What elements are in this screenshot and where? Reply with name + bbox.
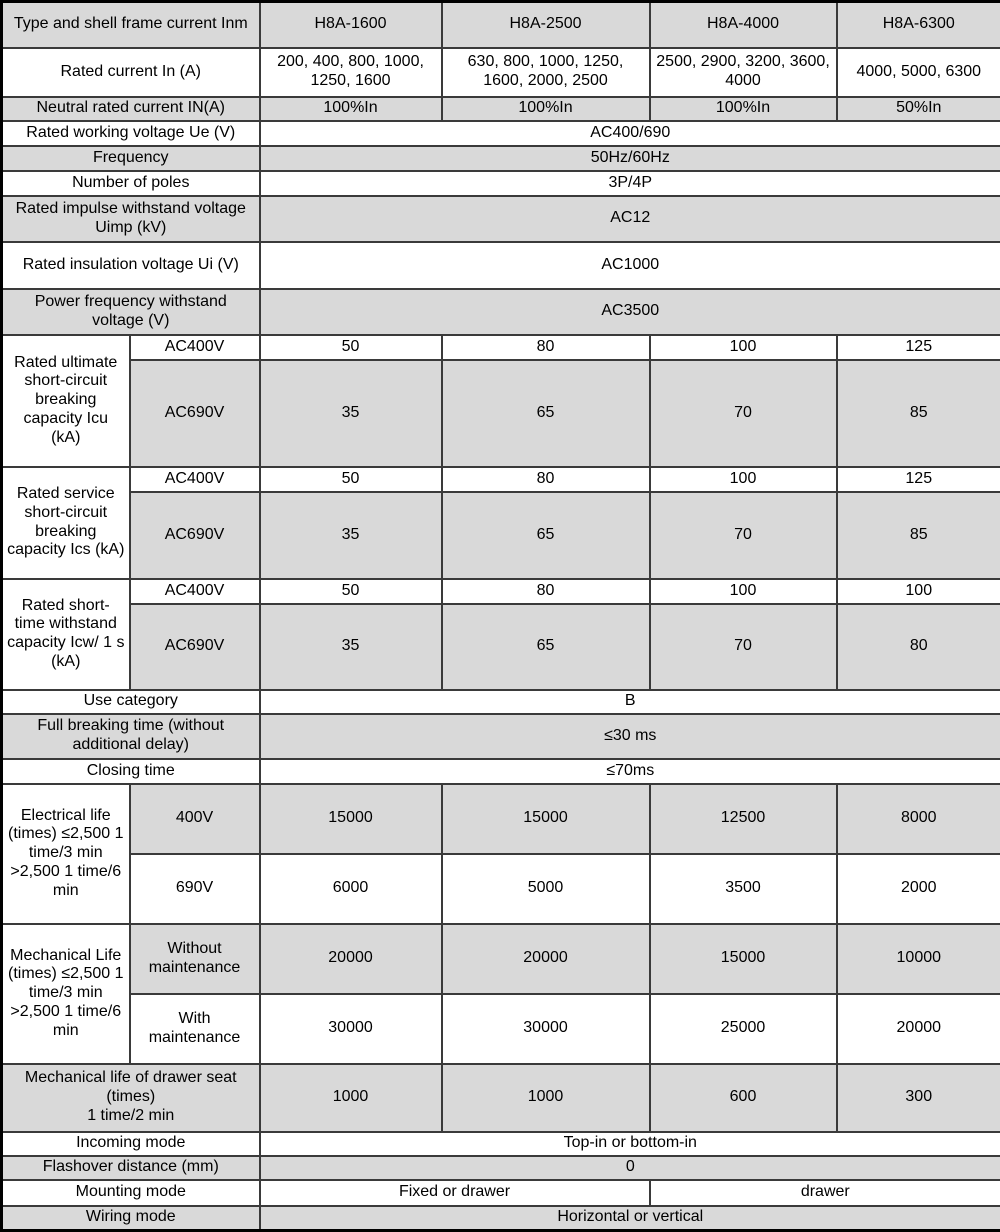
row-poles <box>2 171 1000 196</box>
row-electrical-life-690v <box>2 854 1000 924</box>
ics-label: Rated service short-circuit breaking capacity Ics (kA) <box>2 467 130 579</box>
electrical-life-value: 2000 <box>837 854 1000 924</box>
mechanical-life-value: 20000 <box>837 994 1000 1064</box>
flashover-distance-label: Flashover distance (mm) <box>2 1156 260 1180</box>
row-header <box>2 2 1000 48</box>
electrical-life-label: Electrical life (times) ≤2,500 1 time/3 min >2,500 1 time/6 min <box>2 784 130 924</box>
mechanical-life-with-label: With maintenance <box>130 994 260 1064</box>
insulation-voltage-label: Rated insulation voltage Ui (V) <box>2 242 260 289</box>
full-breaking-time-value: ≤30 ms <box>260 714 1000 759</box>
row-ics-ac690v <box>2 492 1000 579</box>
row-mounting-mode <box>2 1180 1000 1206</box>
rated-current-label: Rated current In (A) <box>2 48 260 97</box>
row-full-breaking-time <box>2 714 1000 759</box>
electrical-life-690v-label: 690V <box>130 854 260 924</box>
icu-label: Rated ultimate short-circuit breaking capacity Icu (kA) <box>2 335 130 467</box>
drawer-seat-label <box>2 1064 260 1132</box>
icu-ac690v-label: AC690V <box>130 360 260 467</box>
drawer-seat-value: 1000 <box>442 1064 650 1132</box>
electrical-life-value: 5000 <box>442 854 650 924</box>
power-freq-voltage-label: Power frequency withstand voltage (V) <box>2 289 260 335</box>
header-label: Type and shell frame current Inm <box>2 2 260 48</box>
ics-value: 50 <box>260 467 442 492</box>
working-voltage-value: AC400/690 <box>260 121 1000 146</box>
row-icw-ac690v <box>2 604 1000 690</box>
row-mechanical-life-without <box>2 924 1000 994</box>
mechanical-life-value: 30000 <box>260 994 442 1064</box>
icu-value: 70 <box>650 360 837 467</box>
icw-value: 35 <box>260 604 442 690</box>
impulse-voltage-value: AC12 <box>260 196 1000 242</box>
row-mechanical-life-with <box>2 994 1000 1064</box>
electrical-life-400v-label: 400V <box>130 784 260 854</box>
row-insulation-voltage <box>2 242 1000 289</box>
icw-value: 100 <box>650 579 837 604</box>
model-h8a-4000: H8A-4000 <box>650 2 837 48</box>
wiring-mode-label: Wiring mode <box>2 1206 260 1231</box>
rated-current-value: 4000, 5000, 6300 <box>837 48 1000 97</box>
row-power-freq-voltage <box>2 289 1000 335</box>
insulation-voltage-value: AC1000 <box>260 242 1000 289</box>
neutral-current-value: 50%In <box>837 97 1000 121</box>
electrical-life-value: 6000 <box>260 854 442 924</box>
full-breaking-time-label: Full breaking time (without additional delay) <box>2 714 260 759</box>
row-icw-ac400v <box>2 579 1000 604</box>
icw-value: 80 <box>442 579 650 604</box>
row-impulse-voltage <box>2 196 1000 242</box>
ics-value: 70 <box>650 492 837 579</box>
ics-value: 65 <box>442 492 650 579</box>
model-h8a-6300: H8A-6300 <box>837 2 1000 48</box>
row-use-category <box>2 690 1000 714</box>
row-drawer-seat <box>2 1064 1000 1132</box>
mechanical-life-value: 20000 <box>442 924 650 994</box>
icu-value: 35 <box>260 360 442 467</box>
drawer-seat-value: 1000 <box>260 1064 442 1132</box>
rated-current-value: 2500, 2900, 3200, 3600, 4000 <box>650 48 837 97</box>
poles-label: Number of poles <box>2 171 260 196</box>
ics-value: 100 <box>650 467 837 492</box>
model-h8a-1600: H8A-1600 <box>260 2 442 48</box>
incoming-mode-label: Incoming mode <box>2 1132 260 1156</box>
icu-value: 125 <box>837 335 1000 360</box>
use-category-label: Use category <box>2 690 260 714</box>
icu-value: 50 <box>260 335 442 360</box>
row-flashover-distance <box>2 1156 1000 1180</box>
row-neutral-current <box>2 97 1000 121</box>
drawer-seat-label-line1: Mechanical life of drawer seat (times) <box>7 1069 255 1106</box>
neutral-current-value: 100%In <box>650 97 837 121</box>
electrical-life-value: 12500 <box>650 784 837 854</box>
row-ics-ac400v <box>2 467 1000 492</box>
mounting-mode-value-left: Fixed or drawer <box>260 1180 650 1206</box>
flashover-distance-value: 0 <box>260 1156 1000 1180</box>
icu-value: 80 <box>442 335 650 360</box>
ics-value: 80 <box>442 467 650 492</box>
icw-value: 100 <box>837 579 1000 604</box>
neutral-current-label: Neutral rated current IN(A) <box>2 97 260 121</box>
mounting-mode-value-right: drawer <box>650 1180 1000 1206</box>
mechanical-life-value: 10000 <box>837 924 1000 994</box>
working-voltage-label: Rated working voltage Ue (V) <box>2 121 260 146</box>
row-electrical-life-400v <box>2 784 1000 854</box>
use-category-value: B <box>260 690 1000 714</box>
frequency-label: Frequency <box>2 146 260 171</box>
ics-value: 125 <box>837 467 1000 492</box>
icu-value: 85 <box>837 360 1000 467</box>
row-icu-ac400v <box>2 335 1000 360</box>
row-icu-ac690v <box>2 360 1000 467</box>
drawer-seat-label-line2: 1 time/2 min <box>7 1107 255 1126</box>
mechanical-life-value: 25000 <box>650 994 837 1064</box>
icw-value: 65 <box>442 604 650 690</box>
frequency-value: 50Hz/60Hz <box>260 146 1000 171</box>
poles-value: 3P/4P <box>260 171 1000 196</box>
neutral-current-value: 100%In <box>260 97 442 121</box>
drawer-seat-value: 300 <box>837 1064 1000 1132</box>
icu-ac400v-label: AC400V <box>130 335 260 360</box>
incoming-mode-value: Top-in or bottom-in <box>260 1132 1000 1156</box>
mechanical-life-value: 20000 <box>260 924 442 994</box>
impulse-voltage-label: Rated impulse withstand voltage Uimp (kV) <box>2 196 260 242</box>
mounting-mode-label: Mounting mode <box>2 1180 260 1206</box>
electrical-life-value: 3500 <box>650 854 837 924</box>
icw-ac400v-label: AC400V <box>130 579 260 604</box>
icw-value: 50 <box>260 579 442 604</box>
icu-value: 100 <box>650 335 837 360</box>
model-h8a-2500: H8A-2500 <box>442 2 650 48</box>
rated-current-value: 630, 800, 1000, 1250, 1600, 2000, 2500 <box>442 48 650 97</box>
mechanical-life-label: Mechanical Life (times) ≤2,500 1 time/3 min >2,500 1 time/6 min <box>2 924 130 1064</box>
power-freq-voltage-value: AC3500 <box>260 289 1000 335</box>
ics-ac400v-label: AC400V <box>130 467 260 492</box>
icw-value: 80 <box>837 604 1000 690</box>
closing-time-value: ≤70ms <box>260 759 1000 784</box>
drawer-seat-value: 600 <box>650 1064 837 1132</box>
icw-label: Rated short-time withstand capacity Icw/ 1 s (kA) <box>2 579 130 690</box>
mechanical-life-value: 15000 <box>650 924 837 994</box>
icw-value: 70 <box>650 604 837 690</box>
mechanical-life-without-label: Without maintenance <box>130 924 260 994</box>
neutral-current-value: 100%In <box>442 97 650 121</box>
row-closing-time <box>2 759 1000 784</box>
icu-value: 65 <box>442 360 650 467</box>
row-rated-current <box>2 48 1000 97</box>
rated-current-value: 200, 400, 800, 1000, 1250, 1600 <box>260 48 442 97</box>
electrical-life-value: 15000 <box>260 784 442 854</box>
row-frequency <box>2 146 1000 171</box>
icw-ac690v-label: AC690V <box>130 604 260 690</box>
wiring-mode-value: Horizontal or vertical <box>260 1206 1000 1231</box>
ics-value: 85 <box>837 492 1000 579</box>
ics-value: 35 <box>260 492 442 579</box>
mechanical-life-value: 30000 <box>442 994 650 1064</box>
row-wiring-mode <box>2 1206 1000 1231</box>
ics-ac690v-label: AC690V <box>130 492 260 579</box>
row-working-voltage <box>2 121 1000 146</box>
electrical-life-value: 8000 <box>837 784 1000 854</box>
row-incoming-mode <box>2 1132 1000 1156</box>
electrical-life-value: 15000 <box>442 784 650 854</box>
closing-time-label: Closing time <box>2 759 260 784</box>
